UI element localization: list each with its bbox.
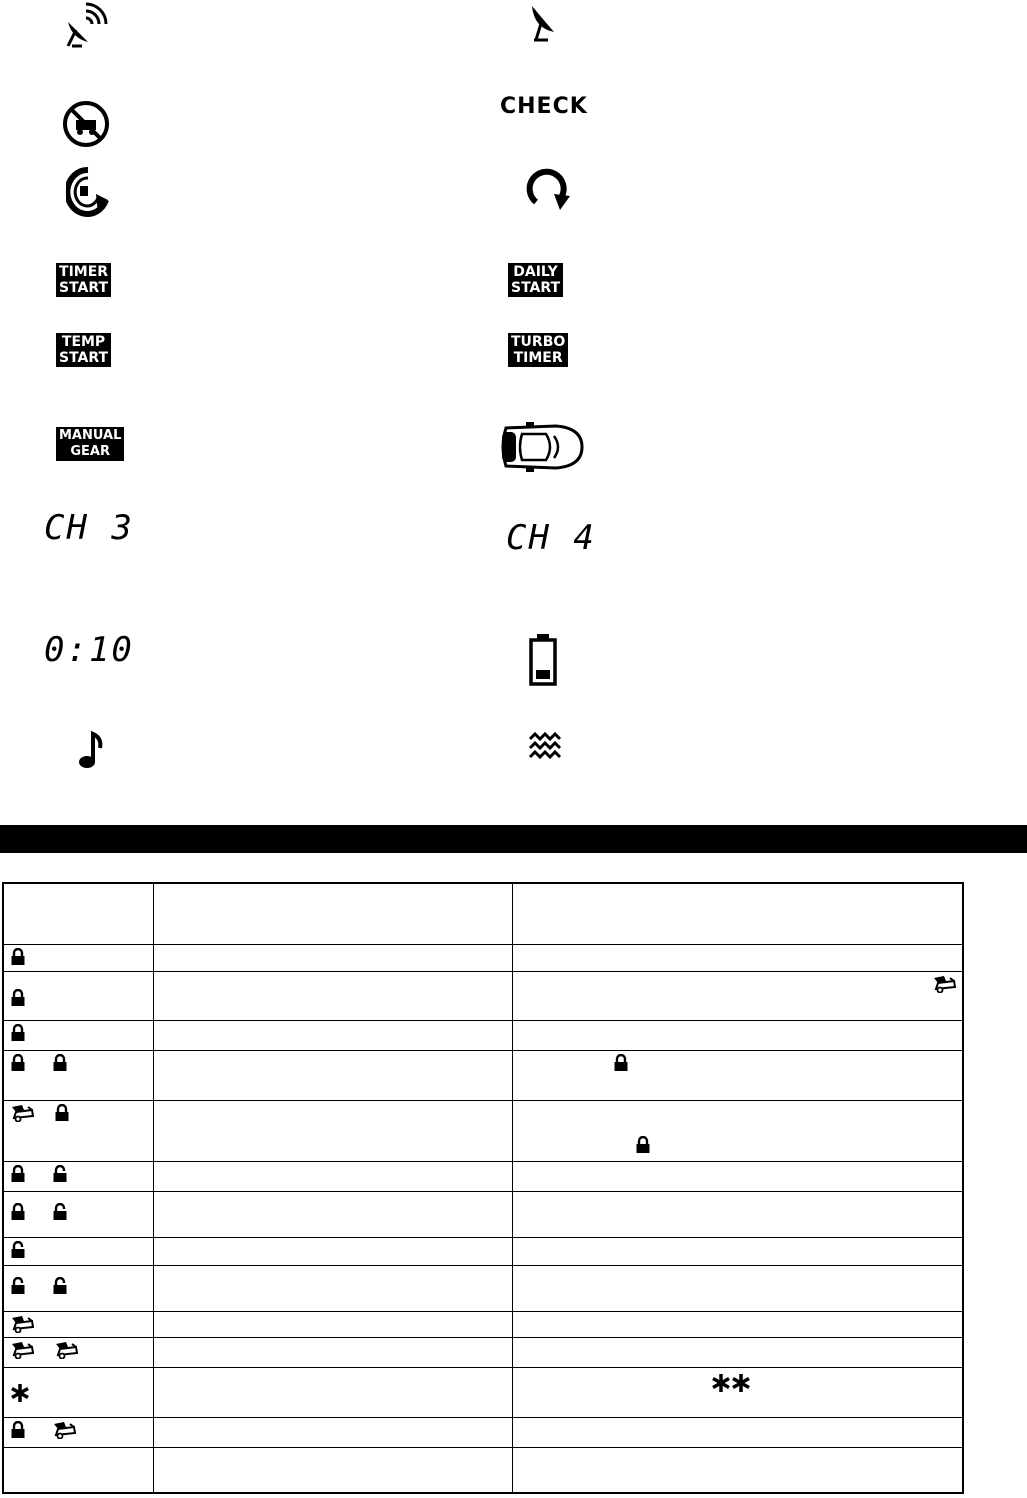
engine-rotation-icon [66, 166, 110, 218]
car-trunk-icon [52, 1421, 76, 1439]
manual-gear-badge [56, 427, 124, 461]
badge-line: TIMER [513, 350, 563, 366]
table-cell [3, 1265, 154, 1311]
table-cell [513, 1417, 964, 1447]
asterisk-icon [10, 1383, 30, 1403]
table-cell [513, 1265, 964, 1311]
badge-line: START [511, 280, 561, 296]
lock-icon [10, 1024, 26, 1042]
table-cell [154, 1050, 513, 1100]
car-top-view-icon [496, 420, 586, 474]
table-cell [3, 1020, 154, 1050]
table-cell [3, 1191, 154, 1237]
table-cell [3, 1447, 154, 1493]
table-cell [154, 1237, 513, 1265]
table-cell [154, 1265, 513, 1311]
table-cell [513, 944, 964, 971]
table-header-row [3, 883, 963, 944]
table-cell [513, 1191, 964, 1237]
battery-low-icon [528, 632, 558, 686]
prohibited-car-icon [62, 100, 110, 148]
table-cell [3, 1417, 154, 1447]
table-cell [513, 1447, 964, 1493]
lcd-channel-3: CH 3 [44, 508, 134, 548]
badge-line: TIMER [59, 264, 109, 280]
table-row [3, 1100, 963, 1161]
table-cell [154, 1367, 513, 1417]
unlock-icon [52, 1277, 68, 1295]
table-cell [3, 971, 154, 1020]
music-note-icon [76, 730, 106, 770]
table-cell [154, 944, 513, 971]
table-cell [154, 1191, 513, 1237]
table-cell [154, 1311, 513, 1337]
turbo-timer-badge [508, 333, 568, 367]
satellite-dish-icon [528, 2, 558, 42]
badge-line: TEMP [61, 334, 106, 350]
badge-line: GEAR [70, 444, 110, 459]
badge-line: TURBO [511, 334, 566, 350]
table-row [3, 1337, 963, 1367]
car-trunk-icon [10, 1315, 34, 1333]
table-cell [3, 883, 154, 944]
table-row [3, 971, 963, 1020]
lock-icon [10, 948, 26, 966]
table-cell [154, 883, 513, 944]
lock-icon [635, 1136, 651, 1154]
car-trunk-icon [54, 1341, 78, 1359]
timer-start-badge [56, 263, 111, 297]
table-row [3, 1367, 963, 1417]
unlock-icon [52, 1203, 68, 1221]
table-row [3, 1050, 963, 1100]
asterisk-icon [711, 1373, 731, 1393]
table-cell [154, 1337, 513, 1367]
table-cell [3, 1100, 154, 1161]
car-trunk-icon [10, 1104, 34, 1122]
table-row [3, 1191, 963, 1237]
table-cell [3, 1337, 154, 1367]
unlock-icon [10, 1241, 26, 1259]
table-cell [154, 1417, 513, 1447]
circular-arrow-icon [526, 168, 572, 212]
table-cell [3, 1367, 154, 1417]
badge-line: START [59, 280, 109, 296]
temp-start-badge [56, 333, 111, 367]
table-cell [513, 1050, 964, 1100]
table-cell [154, 1020, 513, 1050]
unlock-icon [10, 1277, 26, 1295]
check-indicator: CHECK [500, 94, 588, 119]
lock-icon [10, 1054, 26, 1072]
daily-start-badge [508, 263, 563, 297]
table-cell [513, 971, 964, 1020]
table-cell [154, 1447, 513, 1493]
car-trunk-icon [10, 1341, 34, 1359]
lock-icon [54, 1104, 70, 1122]
table-cell [513, 1100, 964, 1161]
satellite-signal-icon [62, 2, 108, 48]
badge-line: MANUAL [59, 428, 122, 443]
lock-icon [10, 989, 26, 1007]
lcd-timer: 0:10 [44, 630, 134, 670]
badge-line: START [59, 350, 109, 366]
table-cell [3, 944, 154, 971]
lock-icon [10, 1203, 26, 1221]
table-cell [513, 1020, 964, 1050]
unlock-icon [52, 1165, 68, 1183]
vibrate-waves-icon [528, 732, 564, 760]
table-cell [513, 1161, 964, 1191]
table-row [3, 1265, 963, 1311]
table-row [3, 944, 963, 971]
table-cell [513, 1311, 964, 1337]
table-cell [513, 1337, 964, 1367]
lock-icon [10, 1165, 26, 1183]
table-cell [154, 971, 513, 1020]
table-cell [3, 1311, 154, 1337]
asterisk-icon [731, 1373, 751, 1393]
section-header-bar [0, 825, 1027, 853]
table-row [3, 1311, 963, 1337]
table-cell [3, 1161, 154, 1191]
lcd-channel-4: CH 4 [506, 518, 596, 558]
car-trunk-icon [932, 975, 956, 993]
table-row [3, 1161, 963, 1191]
table-cell [513, 1237, 964, 1265]
table-cell [513, 1367, 964, 1417]
table-cell [3, 1237, 154, 1265]
table-row [3, 1417, 963, 1447]
lock-icon [613, 1054, 629, 1072]
lock-icon [10, 1421, 26, 1439]
lock-icon [52, 1054, 68, 1072]
table-cell [154, 1161, 513, 1191]
table-row [3, 1020, 963, 1050]
table-cell [513, 883, 964, 944]
table-row [3, 1237, 963, 1265]
badge-line: DAILY [513, 264, 558, 280]
table-row [3, 1447, 963, 1493]
indicator-table [2, 882, 964, 1494]
table-cell [154, 1100, 513, 1161]
table-cell [3, 1050, 154, 1100]
